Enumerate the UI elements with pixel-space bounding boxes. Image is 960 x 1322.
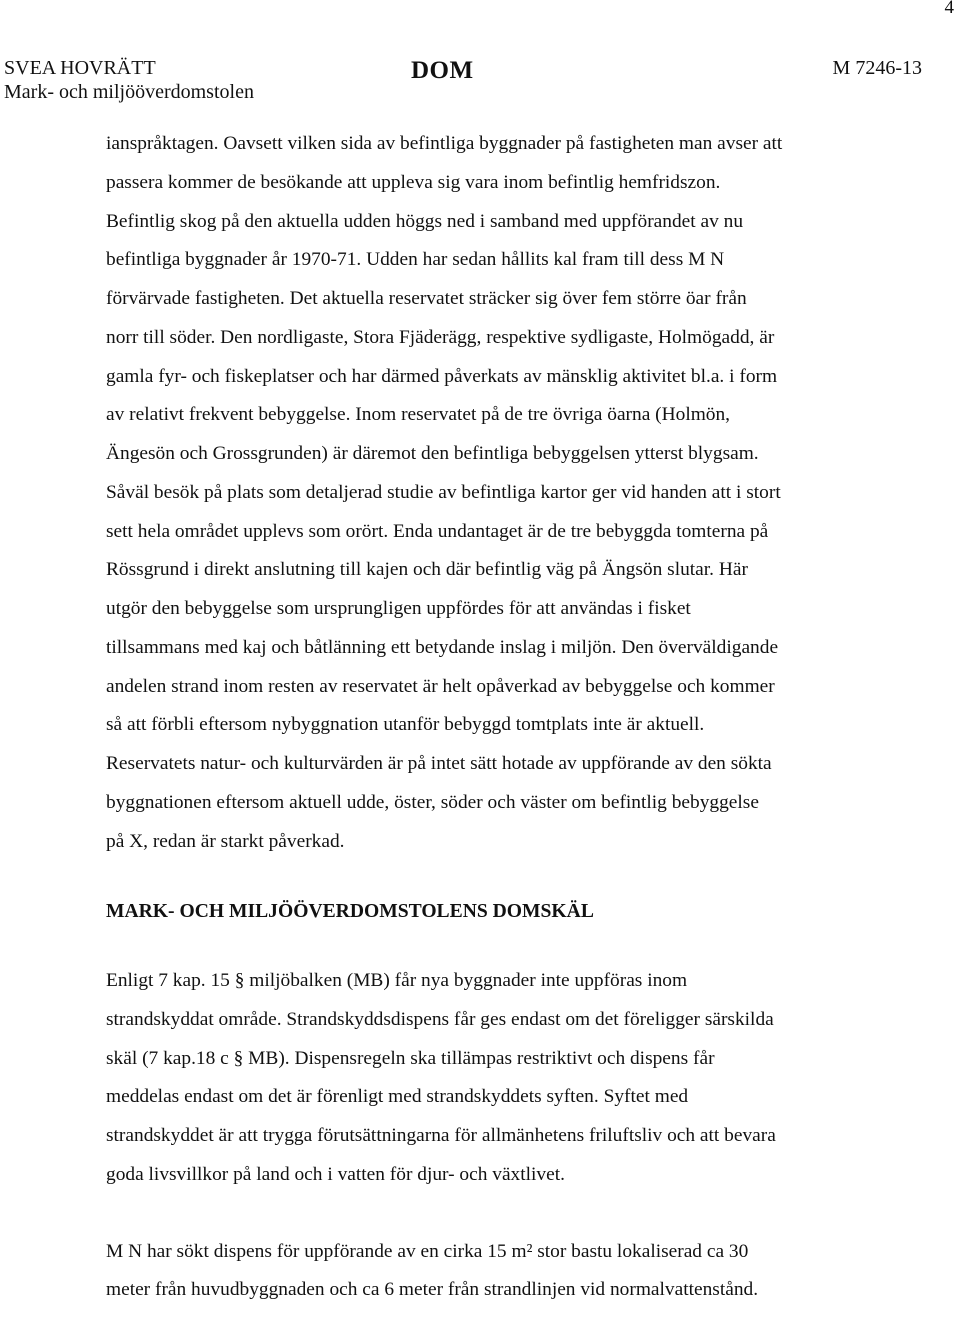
text-line: Såväl besök på plats som detaljerad studie av befintliga kartor ger vid handen att i stort — [106, 481, 781, 503]
court-division: Mark- och miljööverdomstolen — [4, 81, 254, 103]
text-line: befintliga byggnader år 1970-71. Udden har sedan hållits kal fram till dess M N — [106, 249, 725, 271]
text-line: förvärvade fastigheten. Det aktuella reservatet sträcker sig över fem större öar från — [106, 288, 747, 309]
paragraph-background — [106, 125, 906, 861]
document-body — [106, 125, 906, 1310]
section-heading: MARK- OCH MILJÖÖVERDOMSTOLENS DOMSKÄL — [106, 901, 594, 923]
text-line: ianspråktagen. Oavsett vilken sida av befintliga byggnader på fastigheten man avser att — [106, 133, 783, 154]
paragraph-application — [106, 1233, 906, 1311]
text-line: strandskyddet är att trygga förutsättningarna för allmänhetens friluftsliv och att bevara — [106, 1125, 776, 1146]
paragraph-spacer — [106, 1195, 906, 1233]
text-line: meter från huvudbyggnaden och ca 6 meter från strandlinjen vid normalvattenstånd. — [106, 1279, 759, 1301]
text-line: andelen strand inom resten av reservatet är helt opåverkad av bebyggelse och kommer — [106, 675, 775, 697]
text-line: goda livsvillkor på land och i vatten för djur- och växtlivet. — [106, 1163, 565, 1185]
text-line: skäl (7 kap.18 c § MB). Dispensregeln ska tillämpas restriktivt och dispens får — [106, 1047, 715, 1069]
text-line: utgör den bebyggelse som ursprungligen uppfördes för att användas i fisket — [106, 598, 691, 619]
text-line: sett hela området upplevs som orört. Enda undantaget är de tre bebyggda tomterna på — [106, 520, 769, 542]
court-block — [4, 56, 254, 104]
text-line: så att förbli eftersom nybyggnation utanför bebyggd tomtplats inte är aktuell. — [106, 714, 705, 736]
court-name: SVEA HOVRÄTT — [4, 57, 156, 79]
text-line: strandskyddat område. Strandskyddsdispens får ges endast om det föreligger särskilda — [106, 1008, 774, 1030]
page-number: 4 — [944, 0, 954, 18]
text-line: byggnationen eftersom aktuell udde, öster, söder och väster om befintlig bebyggelse — [106, 791, 759, 813]
text-line: på X, redan är starkt påverkad. — [106, 830, 345, 852]
text-line: M N har sökt dispens för uppförande av en cirka 15 m² stor bastu lokaliserad ca 30 — [106, 1240, 749, 1262]
document-type: DOM — [411, 57, 474, 84]
text-line: Befintlig skog på den aktuella udden höggs ned i samband med uppförandet av nu — [106, 210, 744, 232]
text-line: Ängesön och Grossgrunden) är däremot den befintliga bebyggelsen ytterst blygsam. — [106, 443, 759, 464]
text-line: av relativt frekvent bebyggelse. Inom reservatet på de tre övriga öarna (Holmön, — [106, 404, 731, 426]
case-number: M 7246-13 — [832, 57, 922, 79]
text-line: gamla fyr- och fiskeplatser och har därmed påverkats av mänsklig aktivitet bl.a. i form — [106, 365, 778, 387]
text-line: Rössgrund i direkt anslutning till kajen och där befintlig väg på Ängsön slutar. Här — [106, 559, 748, 581]
text-line: meddelas endast om det är förenligt med strandskyddets syften. Syftet med — [106, 1086, 689, 1108]
text-line: passera kommer de besökande att uppleva sig vara inom befintlig hemfridszon. — [106, 171, 721, 193]
text-line: norr till söder. Den nordligaste, Stora Fjäderägg, respektive sydligaste, Holmögadd, är — [106, 326, 775, 348]
paragraph-legal-basis — [106, 962, 906, 1195]
text-line: Enligt 7 kap. 15 § miljöbalken (MB) får nya byggnader inte uppföras inom — [106, 970, 688, 991]
text-line: Reservatets natur- och kulturvärden är på intet sätt hotade av uppförande av den sökta — [106, 753, 772, 774]
text-line: tillsammans med kaj och båtlänning ett betydande inslag i miljön. Den överväldigande — [106, 636, 779, 658]
